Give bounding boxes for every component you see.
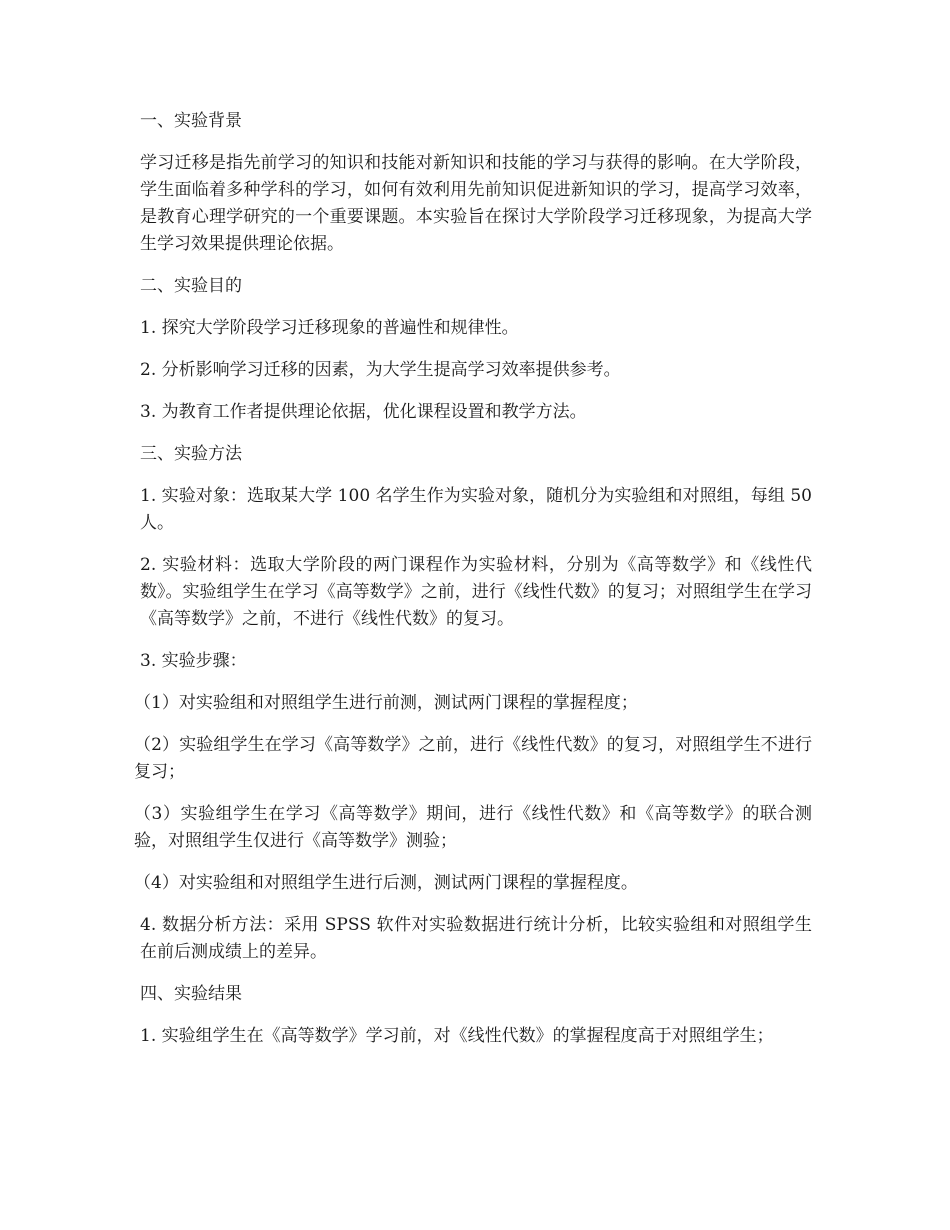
section-heading-background: 一、实验背景 [140, 111, 242, 131]
method-item: 1. 实验对象：选取某大学 100 名学生作为实验对象，随机分为实验组和对照组，每组 50 人。 [140, 486, 812, 533]
method-analysis: 4. 数据分析方法：采用 SPSS 软件对实验数据进行统计分析，比较实验组和对照组学生在前后测成绩上的差异。 [140, 915, 812, 962]
method-step: （3）实验组学生在学习《高等数学》期间，进行《线性代数》和《高等数学》的联合测验，对照组学生仅进行《高等数学》测验； [134, 804, 812, 851]
section-heading-purpose: 二、实验目的 [140, 276, 242, 296]
method-item: 3. 实验步骤： [140, 651, 247, 671]
method-step: （1）对实验组和对照组学生进行前测，测试两门课程的掌握程度； [134, 693, 638, 713]
method-step: （4）对实验组和对照组学生进行后测，测试两门课程的掌握程度。 [134, 873, 638, 893]
document-body [134, 108, 812, 1065]
method-item: 2. 实验材料：选取大学阶段的两门课程作为实验材料，分别为《高等数学》和《线性代数》。实验组学生在学习《高等数学》之前，进行《线性代数》的复习；对照组学生在学习《高等数学》之前，不进行《线性代数》的复习。 [140, 555, 812, 629]
purpose-item: 2. 分析影响学习迁移的因素，为大学生提高学习效率提供参考。 [140, 360, 621, 380]
background-paragraph: 学习迁移是指先前学习的知识和技能对新知识和技能的学习与获得的影响。在大学阶段，学生面临着多种学科的学习，如何有效利用先前知识促进新知识的学习，提高学习效率，是教育心理学研究的一个重要课题。本实验旨在探讨大学阶段学习迁移现象，为提高大学生学习效果提供理论依据。 [140, 153, 812, 254]
purpose-item: 3. 为教育工作者提供理论依据，优化课程设置和教学方法。 [140, 402, 587, 422]
section-heading-results: 四、实验结果 [140, 984, 242, 1004]
method-step: （2）实验组学生在学习《高等数学》之前，进行《线性代数》的复习，对照组学生不进行复习； [134, 735, 812, 782]
section-heading-method: 三、实验方法 [140, 444, 242, 464]
purpose-item: 1. 探究大学阶段学习迁移现象的普遍性和规律性。 [140, 318, 519, 338]
result-item: 1. 实验组学生在《高等数学》学习前，对《线性代数》的掌握程度高于对照组学生； [140, 1026, 774, 1046]
